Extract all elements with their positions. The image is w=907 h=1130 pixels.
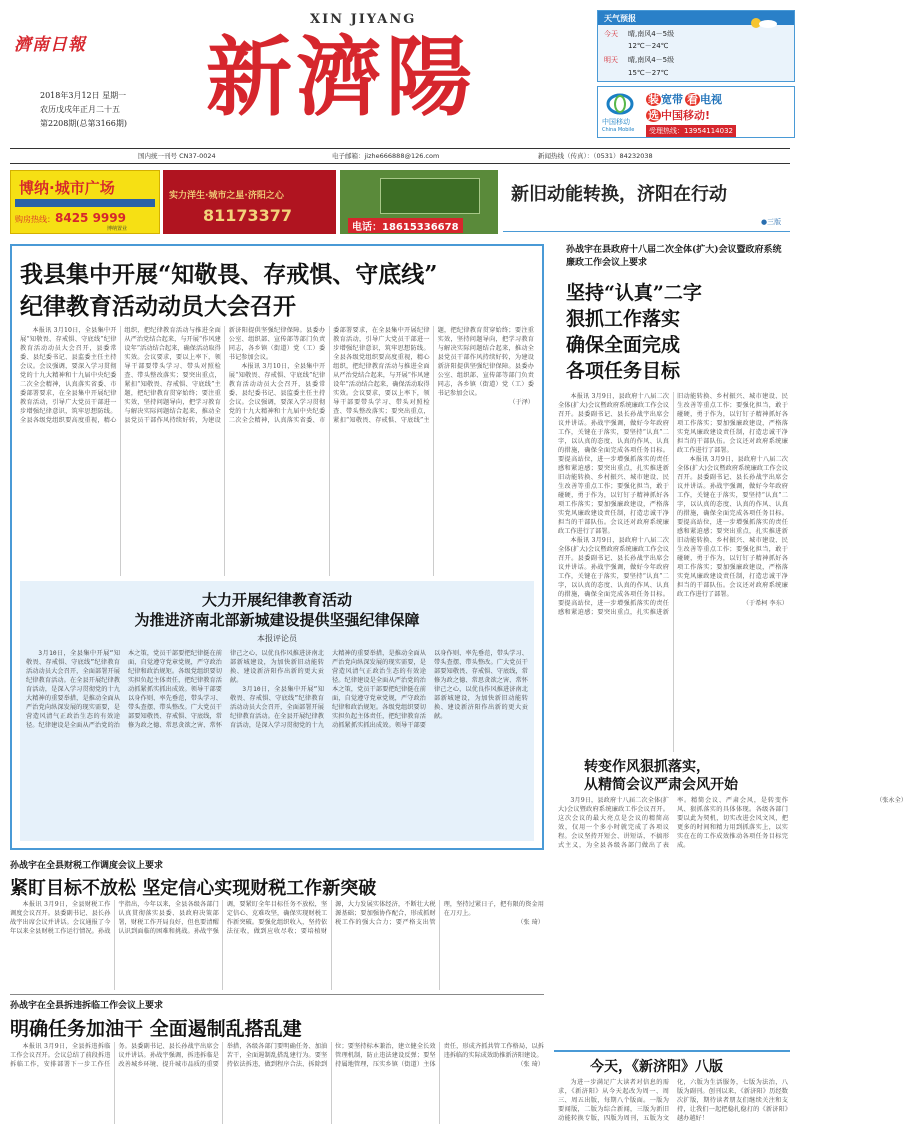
masthead xyxy=(10,6,790,146)
ad-bona-phone-label: 购房热线： xyxy=(15,215,55,224)
tax-body-text: 本报讯 3月9日，全县财税工作调度会议召开。县委副书记、县长孙战宇出席会议并讲话。会议通报了今年以来全县财税工作运行情况。孙战宇指出，今年以来，全县各级各部门认真贯彻落实县委、县政府决策部署，财税工作开局良好，但也要清醒认识到面临的困难和挑战。孙战宇强调，要紧盯全年目标任务不放松，坚定信心、克难攻坚，确保实现财税工作新突破。要强化组织收入，坚持依法征收，做到应收尽收；要培植财源，大力发展实体经济，不断壮大税源基础；要加强协作配合，形成抓财税工作的强大合力；要严格支出管理，坚持过紧日子，把有限的资金用在刀刃上。 xyxy=(10,901,544,935)
today-body-text: 为进一步满足广大读者对信息的需求，《新济阳》从今天起改为周一、周三、周五出版，每期八个版面。一版为要闻版，二版为综合新闻，三版为新旧动能转换专版，四版为周刊，五版为文化，六版为生活服务，七版为法治，八版为副刊。创刊以来，《新济阳》历经数次扩版，期待读者朋友们继续关注和支持，让我们一起把稳扎稳打的《新济阳》越办越好！ xyxy=(558,1079,788,1122)
weather-today-desc: 晴,南风4－5级 xyxy=(628,30,675,38)
lead-body-text: 本报讯 3月10日，全县集中开展“知敬畏、存戒惧、守底线”纪律教育活动动员大会召开，县委常委、县纪委书记、县监委主任主持会议。会议强调，要深入学习贯彻党的十九大精神和十九届中央纪委二次全会精神，认真落实省委、市委部署要求，在全县集中开展纪律教育活动，引导广大党员干部进一步增强纪律意识，筑牢思想防线。全县各级党组织要高度重视，精心组织，把纪律教育活动与推进全面从严治党结合起来，与开展“作风建设年”活动结合起来，确保活动取得实效。会议要求，要以上率下，领导干部要带头学习、带头对照检查、带头整改落实；要突出重点，紧扣“知敬畏、存戒惧、守底线”主题，把纪律教育贯穿始终；要注重实效，坚持问题导向，把学习教育与解决实际问题结合起来，推动全县党员干部作风持续好转，为建设新济阳提供坚强纪律保障。县委办公室、组织部、宣传部等部门负责同志，各乡镇（街道）党（工）委书记参加会议。 xyxy=(20,327,326,424)
tax-divider xyxy=(10,994,544,995)
right-body-text-2: 本报讯 3月9日，县政府十八届二次全体(扩大)会议暨政府系统廉政工作会议召开。县委副书记、县长孙战宇出席会议并讲话。孙战宇强调，做好今年政府工作，关键在于落实，要坚持“认真”二字，以认真的态度、认真的作风、认真的措施，确保全面完成各项任务目标。要提高站位，进一步增强抓落实的责任感和紧迫感；要突出重点，扎实推进新旧动能转换、乡村振兴、城市建设、民生改善等重点工作；要强化担当，敢于碰硬，勇于作为，以钉钉子精神抓好各项工作落实；要加强廉政建设，严格落实党风廉政建设责任制，打造忠诚干净担当的干部队伍。会议还对政府系统廉政工作进行了部署。 xyxy=(558,393,788,616)
mobile-ad-line2 xyxy=(646,107,710,123)
weather-tomorrow-temp: 15℃－27℃ xyxy=(628,69,669,77)
masthead-rule xyxy=(10,148,790,149)
demolish-body-text: 本报讯 3月9日，全县拆违拆临工作会议召开。会议总结了前段拆违拆临工作，安排部署下一步工作任务。县委副书记、县长孙战宇出席会议并讲话。孙战宇强调，拆违拆临是改善城乡环境、提升城市品质的重要举措，各级各部门要明确任务、加油苦干，全面遏制乱搭乱建行为。要坚持依法拆违，做到程序合法、拆除到位；要坚持标本兼治，建立健全长效管理机制，防止违法建设反弹；要坚持属地管理，压实乡镇（街道）主体责任，形成齐抓共管工作格局，以拆违拆临的实际成效助推新济阳建设。 xyxy=(10,1043,544,1068)
lead-headline-2: 纪律教育活动动员大会召开 xyxy=(20,293,296,320)
ad-bona-stripe xyxy=(15,199,155,207)
ad-city-star-title: 实力洋生·城市之星·济阳之心 xyxy=(169,191,284,201)
right-body-text-3: 本报讯 3月9日，县政府十八届二次全体(扩大)会议暨政府系统廉政工作会议召开。县委副书记、县长孙战宇出席会议并讲话。孙战宇强调，做好今年政府工作，关键在于落实，要坚持“认真”二字，以认真的态度、认真的作风、认真的措施，确保全面完成各项任务目标。要提高站位，进一步增强抓落实的责任感和紧迫感；要突出重点，扎实推进新旧动能转换、乡村振兴、城市建设、民生改善等重点工作；要强化担当，敢于碰硬，勇于作为，以钉钉子精神抓好各项工作落实；要加强廉政建设，严格落实党风廉政建设责任制，打造忠诚干净担当的干部队伍。会议还对政府系统廉政工作进行了部署。 xyxy=(677,456,788,598)
right-kicker-2: 转变作风狠抓落实， xyxy=(584,759,710,775)
lead-body xyxy=(20,326,534,576)
demolish-reporter: （张 琦） xyxy=(517,1061,544,1068)
ad-text-kuandai: 宽带 xyxy=(661,93,683,106)
lead-headline-1: 我县集中开展“知敬畏、存戒惧、守底线” xyxy=(20,261,438,288)
tax-kicker: 孙战宇在全县财税工作调度会议上要求 xyxy=(10,861,164,871)
ad-city-star xyxy=(163,170,336,234)
weather-today-label: 今天 xyxy=(604,30,618,38)
right-body-2 xyxy=(558,796,907,850)
weather-tomorrow-desc: 晴,南风4－5级 xyxy=(628,56,675,64)
right-body-text: 本报讯 3月9日，县政府十八届二次全体(扩大)会议暨政府系统廉政工作会议召开。县委副书记、县长孙战宇出席会议并讲话。孙战宇强调，做好今年政府工作，关键在于落实，要坚持“认真”二字，以认真的态度、认真的作风、认真的措施，确保全面完成各项任务目标。要提高站位，进一步增强抓落实的责任感和紧迫感；要突出重点，扎实推进新旧动能转换、乡村振兴、城市建设、民生改善等重点工作；要强化担当，敢于碰硬，勇于作为，以钉钉子精神抓好各项工作落实；要加强廉政建设，严格落实党风廉政建设责任制，打造忠诚干净担当的干部队伍。会议还对政府系统廉政工作进行了部署。 xyxy=(558,393,669,535)
badge-zhuang: 装 xyxy=(648,93,659,106)
demolish-article xyxy=(10,998,544,1124)
main-title: 新濟陽 xyxy=(206,27,476,128)
commentary-body-text-2: 3月10日，全县集中开展“知敬畏、存戒惧、守底线”纪律教育活动动员大会召开，全面部署开展纪律教育活动。在全县开展纪律教育活动，是深入学习贯彻党的十九大精神的重要举措，是推动全面从严治党向纵深发展的现实需要，是营造风清气正政治生态的有效途径。纪律建设是全面从严治党的治本之策，党员干部要把纪律挺在前面，自觉遵守党章党规，严守政治纪律和政治规矩。各级党组织要切实担负起主体责任，把纪律教育活动抓紧抓实抓出成效。领导干部要以身作则、率先垂范，带头学习、带头查摆、带头整改。广大党员干部要知敬畏、存戒惧、守底线，常修为政之德、常思贪欲之害、常怀律己之心，以优良作风推进济南北部新城建设，为加快新旧动能转换、建设新济阳作出新的更大贡献。 xyxy=(230,650,528,729)
ad-bona-title: 博纳·城市广场 xyxy=(19,179,115,197)
tax-body xyxy=(10,900,544,990)
ad-city-star-phone: 81173377 xyxy=(203,206,293,225)
info-rule xyxy=(10,163,790,164)
demolish-kicker: 孙战宇在全县拆违拆临工作会议上要求 xyxy=(10,1001,164,1011)
right-title-5: 从精简会议严肃会风开始 xyxy=(584,777,738,793)
ad-text-china-mobile: 中国移动! xyxy=(661,109,711,122)
right-reporter: （于希柯 李东） xyxy=(742,600,788,607)
slogan-ref xyxy=(761,217,781,227)
ad-bona-phone xyxy=(15,211,126,225)
commentary-title-2: 为推进济南北部新城建设提供坚强纪律保障 xyxy=(134,611,420,629)
hotline: 新闻热线（传真）：（0531）84232038 xyxy=(538,152,653,160)
weather-tomorrow-label: 明天 xyxy=(604,56,618,64)
lead-reporter: （于泽） xyxy=(509,399,534,406)
mobile-brand-en: China Mobile xyxy=(602,127,635,133)
today-box xyxy=(554,1050,790,1124)
tax-reporter: （张 琦） xyxy=(517,919,544,926)
ad-text-dianshi: 电视 xyxy=(700,93,722,106)
tax-article xyxy=(10,858,544,994)
ad-green xyxy=(340,170,498,234)
right-reporter-2: （张永全） xyxy=(876,797,907,804)
small-logo: 濟南日報 xyxy=(14,35,86,55)
ad-green-phone: 电话：18615336678 xyxy=(348,218,463,233)
today-body xyxy=(558,1078,788,1126)
commentary-byline: 本报评论员 xyxy=(257,634,297,643)
lunar-date: 农历戊戌年正月二十五 xyxy=(40,105,120,114)
right-title-1: 坚持“认真”二字 xyxy=(566,282,702,304)
commentary-box xyxy=(20,581,534,841)
right-article xyxy=(554,244,907,850)
commentary-body-text: 3月10日，全县集中开展“知敬畏、存戒惧、守底线”纪律教育活动动员大会召开，全面部署开展纪律教育活动。在全县开展纪律教育活动，是深入学习贯彻党的十九大精神的重要举措，是推动全面从严治党向纵深发展的现实需要，是营造风清气正政治生态的有效途径。纪律建设是全面从严治党的治本之策，党员干部要把纪律挺在前面，自觉遵守党章党规，严守政治纪律和政治规矩。各级党组织要切实担负起主体责任，把纪律教育活动抓紧抓实抓出成效。领导干部要以身作则、率先垂范，带头学习、带头查摆、带头整改。广大党员干部要知敬畏、存戒惧、守底线，常修为政之德、常思贪欲之害、常怀律己之心，以优良作风推进济南北部新城建设，为加快新旧动能转换、建设新济阳作出新的更大贡献。 xyxy=(26,650,324,729)
right-kicker: 孙战宇在县政府十八届二次全体(扩大)会议暨政府系统廉政工作会议上要求 xyxy=(566,245,782,268)
mobile-brand: 中国移动 xyxy=(602,118,630,126)
mobile-ad-line1 xyxy=(646,91,722,107)
badge-xuan: 选 xyxy=(648,109,659,122)
weather-panel xyxy=(597,10,795,82)
china-mobile-logo-icon xyxy=(606,93,634,115)
play-icon: ● xyxy=(761,218,768,226)
tax-title: 紧盯目标不放松 坚定信心实现财税工作新突破 xyxy=(10,878,377,899)
demolish-title: 明确任务加油干 全面遏制乱搭乱建 xyxy=(10,1018,302,1040)
sun-cloud-icon xyxy=(748,14,778,26)
lead-body-text-2: 本报讯 3月10日，全县集中开展“知敬畏、存戒惧、守底线”纪律教育活动动员大会召开，县委常委、县纪委书记、县监委主任主持会议。会议强调，要深入学习贯彻党的十九大精神和十九届中央纪委二次全会精神，认真落实省委、市委部署要求，在全县集中开展纪律教育活动，引导广大党员干部进一步增强纪律意识，筑牢思想防线。全县各级党组织要高度重视，精心组织，把纪律教育活动与推进全面从严治党结合起来，与开展“作风建设年”活动结合起来，确保活动取得实效。会议要求，要以上率下，领导干部要带头学习、带头对照检查、带头整改落实；要突出重点，紧扣“知敬畏、存戒惧、守底线”主题，把纪律教育贯穿始终；要注重实效，坚持问题导向，把学习教育与解决实际问题结合起来，推动全县党员干部作风持续好转，为建设新济阳提供坚强纪律保障。县委办公室、组织部、宣传部等部门负责同志，各乡镇（街道）党（工）委书记参加会议。 xyxy=(228,327,534,424)
commentary-body xyxy=(26,649,528,835)
ad-bona xyxy=(10,170,160,234)
right-title-3: 确保全面完成 xyxy=(566,334,681,356)
demolish-body xyxy=(10,1042,544,1124)
email: 电子邮箱：jizhe666888@126.com xyxy=(332,152,440,160)
right-body-2-text: 3月9日，县政府十八届二次全体(扩大)会议暨政府系统廉政工作会议召开。这次会议的最大亮点是会议的精简高效，仅用一个多小时就完成了各项议程。会议坚持开短会、讲短话，不搞形式主义，为全县各级各部门做出了表率。精简会议、严肃会风，是转变作风、狠抓落实的具体体现。各级各部门要以此为契机，切实改进会风文风，把更多的时间和精力用到抓落实上，以实实在在的工作成效推动各项任务目标完成。 xyxy=(558,797,788,849)
right-body xyxy=(558,392,788,752)
cn-code: 国内统一刊号 CN37-0024 xyxy=(138,152,216,160)
weather-header: 天气预报 xyxy=(598,11,794,25)
ad-bona-phone-number: 8425 9999 xyxy=(55,211,126,225)
info-line xyxy=(10,150,790,162)
today-title: 今天，《新济阳》八版 xyxy=(590,1059,723,1075)
slogan-box xyxy=(503,170,790,232)
mobile-hotline: 受理热线：13954114032 xyxy=(646,125,736,137)
commentary-title-1: 大力开展纪律教育活动 xyxy=(201,591,352,609)
weather-today-temp: 12℃－24℃ xyxy=(628,42,669,50)
badge-kan: 看 xyxy=(687,93,698,106)
china-mobile-ad xyxy=(597,86,795,138)
issue-date: 2018年3月12日 星期一 xyxy=(40,91,127,100)
slogan-ref-label: 三版 xyxy=(767,218,782,226)
pinyin-title: XIN JIYANG xyxy=(310,12,417,27)
slogan-text: 新旧动能转换，济阳在行动 xyxy=(511,184,727,205)
issue-number: 第2208期(总第3166期) xyxy=(40,119,127,128)
lead-article xyxy=(10,244,544,850)
right-title-2: 狠抓工作落实 xyxy=(566,308,681,330)
ad-bona-brand: 博纳置业 xyxy=(107,226,128,232)
right-title-4: 各项任务目标 xyxy=(566,360,681,382)
ad-green-product xyxy=(380,178,480,214)
